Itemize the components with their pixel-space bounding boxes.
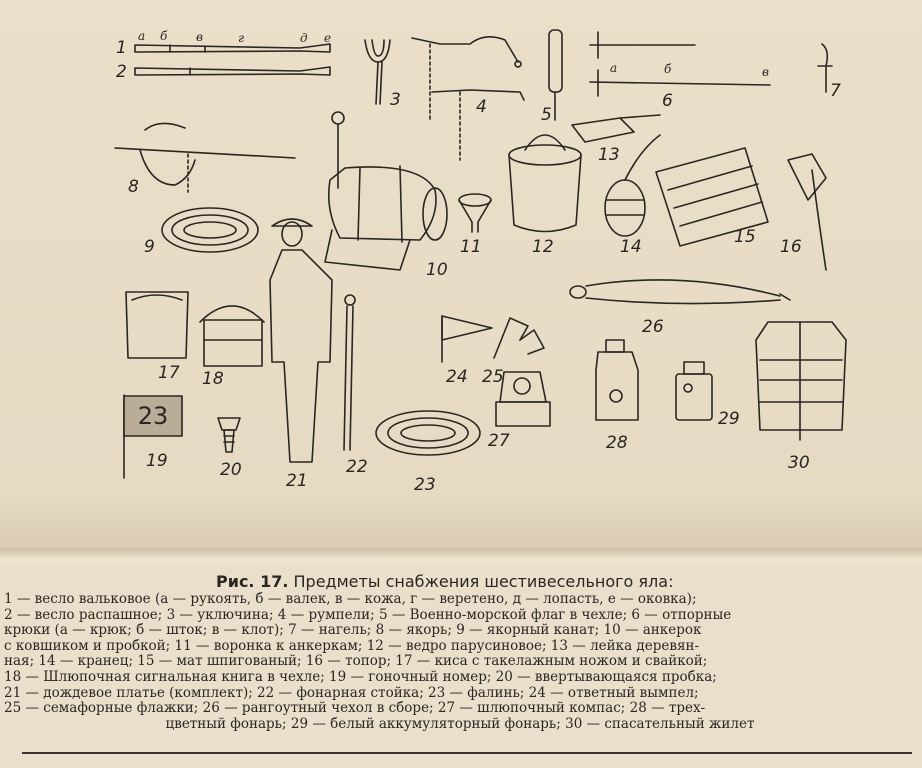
oar-2-drawing <box>135 67 330 75</box>
hook-part-b: б <box>664 62 672 76</box>
label-10: 10 <box>426 260 448 280</box>
legend-line-6: 18 — Шлюпочная сигнальная книга в чехле; 19 — гоночный номер; 20 — ввертывающаяся пробка; <box>4 669 717 685</box>
label-17: 17 <box>158 363 180 383</box>
label-15: 15 <box>734 227 756 247</box>
hook-part-a: а <box>610 61 618 75</box>
label-11: 11 <box>460 237 482 257</box>
label-16: 16 <box>780 237 802 257</box>
legend-line-5: ная; 14 — кранец; 15 — мат шпигованый; 16 — топор; 17 — киса с такелажным ножом и свайкой; <box>4 654 708 670</box>
label-4: 4 <box>476 97 487 117</box>
label-29: 29 <box>718 409 740 429</box>
label-25: 25 <box>482 367 504 387</box>
oarlock-drawing <box>365 40 390 104</box>
bag-drawing <box>126 292 188 358</box>
label-6: 6 <box>662 91 673 111</box>
lantern-pole-drawing <box>344 295 355 450</box>
pennant-drawing <box>442 316 492 362</box>
semaphore-flags-drawing <box>494 318 544 358</box>
hook-part-v: в <box>762 65 769 79</box>
label-26: 26 <box>642 317 664 337</box>
anchor-rope-drawing <box>162 208 258 252</box>
figure-legend <box>4 592 916 732</box>
label-7: 7 <box>830 81 841 101</box>
raincoat-drawing <box>270 219 332 462</box>
keg-drawing <box>325 112 447 270</box>
label-24: 24 <box>446 367 468 387</box>
funnel-drawing <box>459 194 491 232</box>
label-13: 13 <box>598 145 620 165</box>
oar-part-e: е <box>324 31 332 45</box>
legend-line-4: с ковшиком и пробкой; 11 — воронка к анкеркам; 12 — ведро парусиновое; 13 — лейка деревян- <box>4 638 700 654</box>
legend-line-2: 2 — весло распашное; 3 — уключина; 4 — румпели; 5 — Военно-морской флаг в чехле; 6 — отпорные <box>4 607 732 623</box>
signal-book-drawing <box>200 306 264 366</box>
painter-line-drawing <box>376 411 480 455</box>
oar-part-v: в <box>196 30 203 44</box>
life-jacket-drawing <box>756 322 846 440</box>
oar-part-g: г <box>238 31 245 45</box>
legend-line-1: 1 — весло вальковое (а — рукоять, б — валек, в — кожа, г — веретено, д — лопасть, е — оковка); <box>4 592 697 607</box>
anchor-drawing <box>115 123 295 192</box>
figure-number: Рис. 17. <box>216 572 289 591</box>
label-20: 20 <box>220 460 242 480</box>
label-28: 28 <box>606 433 628 453</box>
legend-line-7: 21 — дождевое платье (комплект); 22 — фонарная стойка; 23 — фалинь; 24 — ответный вымпел; <box>4 685 699 701</box>
figure-labels <box>116 29 841 495</box>
tiller-drawing <box>412 37 524 160</box>
label-14: 14 <box>620 237 642 257</box>
scoop-drawing <box>572 115 660 142</box>
page-rule <box>22 752 912 754</box>
battery-lantern-drawing <box>676 362 712 420</box>
legend-line-3: крюки (а — крюк; б — шток; в — клот); 7 — нагель; 8 — якорь; 9 — якорный канат; 10 — анкерок <box>4 623 702 639</box>
legend-line-9: цветный фонарь; 29 — белый аккумуляторный фонарь; 30 — спасательный жилет <box>165 716 755 732</box>
label-23: 23 <box>414 475 436 495</box>
label-22: 22 <box>346 457 368 477</box>
label-1: 1 <box>116 38 127 58</box>
label-9: 9 <box>144 237 155 257</box>
spar-cover-drawing <box>570 280 790 304</box>
label-8: 8 <box>128 177 139 197</box>
label-5: 5 <box>541 105 552 125</box>
figure-caption-title <box>216 572 816 591</box>
label-21: 21 <box>286 471 308 491</box>
label-12: 12 <box>532 237 554 257</box>
page-fold <box>0 548 922 570</box>
label-30: 30 <box>788 453 810 473</box>
figure-title: Предметы снабжения шестивесельного яла: <box>293 572 674 591</box>
plug-drawing <box>218 418 240 452</box>
oar-1-drawing <box>135 44 330 52</box>
label-27: 27 <box>488 431 510 451</box>
label-2: 2 <box>116 62 127 82</box>
oar-part-b: б <box>160 29 168 43</box>
oar-part-d: д <box>300 31 308 45</box>
boat-compass-drawing <box>496 372 550 426</box>
racing-number-text: 23 <box>137 402 169 430</box>
canvas-bucket-drawing <box>509 135 581 232</box>
tricolor-lantern-drawing <box>596 340 638 420</box>
label-19: 19 <box>146 451 168 471</box>
legend-line-8: 25 — семафорные флажки; 26 — рангоутный чехол в сборе; 27 — шлюпочный компас; 28 — трех- <box>4 701 706 717</box>
label-18: 18 <box>202 369 224 389</box>
oar-part-a: а <box>138 29 146 43</box>
label-3: 3 <box>390 90 401 110</box>
